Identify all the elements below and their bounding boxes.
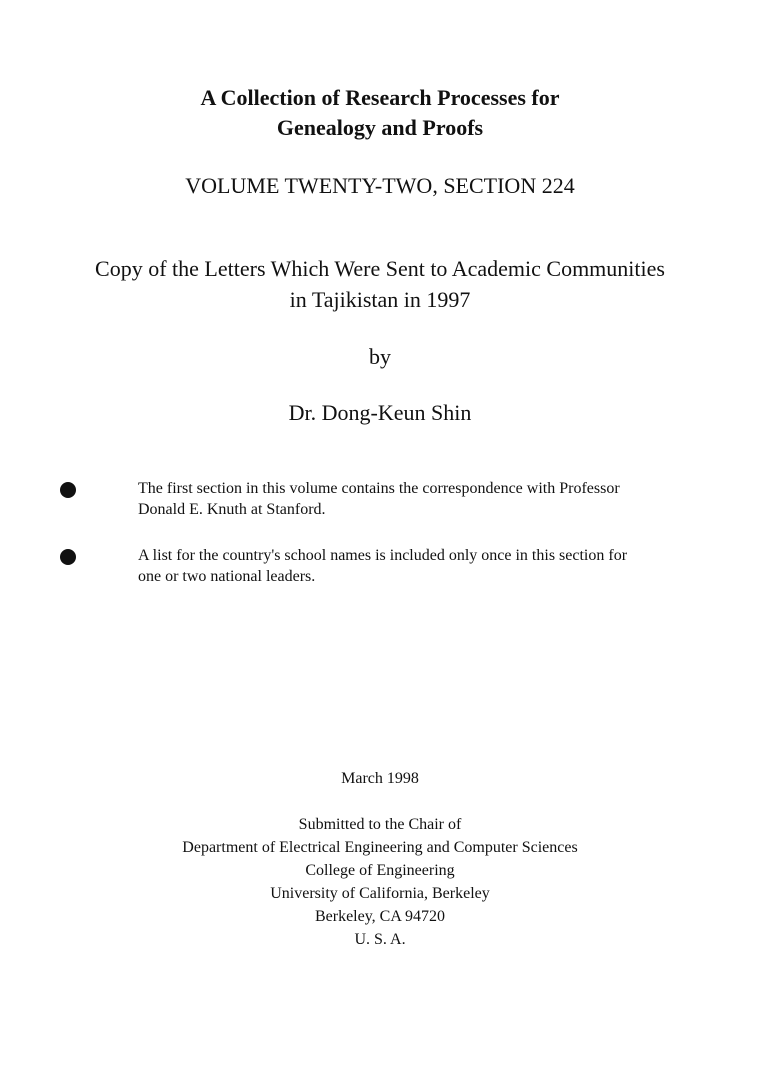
bullet-text-line-1: The first section in this volume contains the correspondence with Professor bbox=[138, 480, 620, 497]
bullet-dot-icon bbox=[60, 549, 76, 565]
volume-heading: VOLUME TWENTY-TWO, SECTION 224 bbox=[185, 173, 575, 198]
document-title-line-1: A Collection of Research Processes for bbox=[200, 85, 560, 110]
bullet-text-line-2: one or two national leaders. bbox=[138, 568, 316, 585]
subtitle-line-2: in Tajikistan in 1997 bbox=[289, 287, 471, 312]
bullet-text-line-1: A list for the country's school names is included only once in this section for bbox=[138, 547, 628, 564]
bullet-text bbox=[138, 478, 728, 520]
university-name: University of California, Berkeley bbox=[270, 885, 490, 902]
city-address: Berkeley, CA 94720 bbox=[314, 908, 446, 925]
author-name: Dr. Dong-Keun Shin bbox=[288, 400, 472, 425]
submitted-to-label: Submitted to the Chair of bbox=[298, 816, 462, 833]
submission-date: March 1998 bbox=[341, 770, 419, 787]
subtitle-line-1: Copy of the Letters Which Were Sent to Academic Communities bbox=[95, 256, 665, 281]
document-title-line-2: Genealogy and Proofs bbox=[276, 115, 484, 140]
bullet-dot-icon bbox=[60, 482, 76, 498]
college-name: College of Engineering bbox=[305, 862, 455, 879]
bullet-text bbox=[138, 545, 728, 587]
department-name: Department of Electrical Engineering and Computer Sciences bbox=[182, 839, 578, 856]
bullet-text-line-2: Donald E. Knuth at Stanford. bbox=[138, 501, 326, 518]
by-label: by bbox=[369, 344, 391, 369]
country-name: U. S. A. bbox=[354, 931, 406, 948]
